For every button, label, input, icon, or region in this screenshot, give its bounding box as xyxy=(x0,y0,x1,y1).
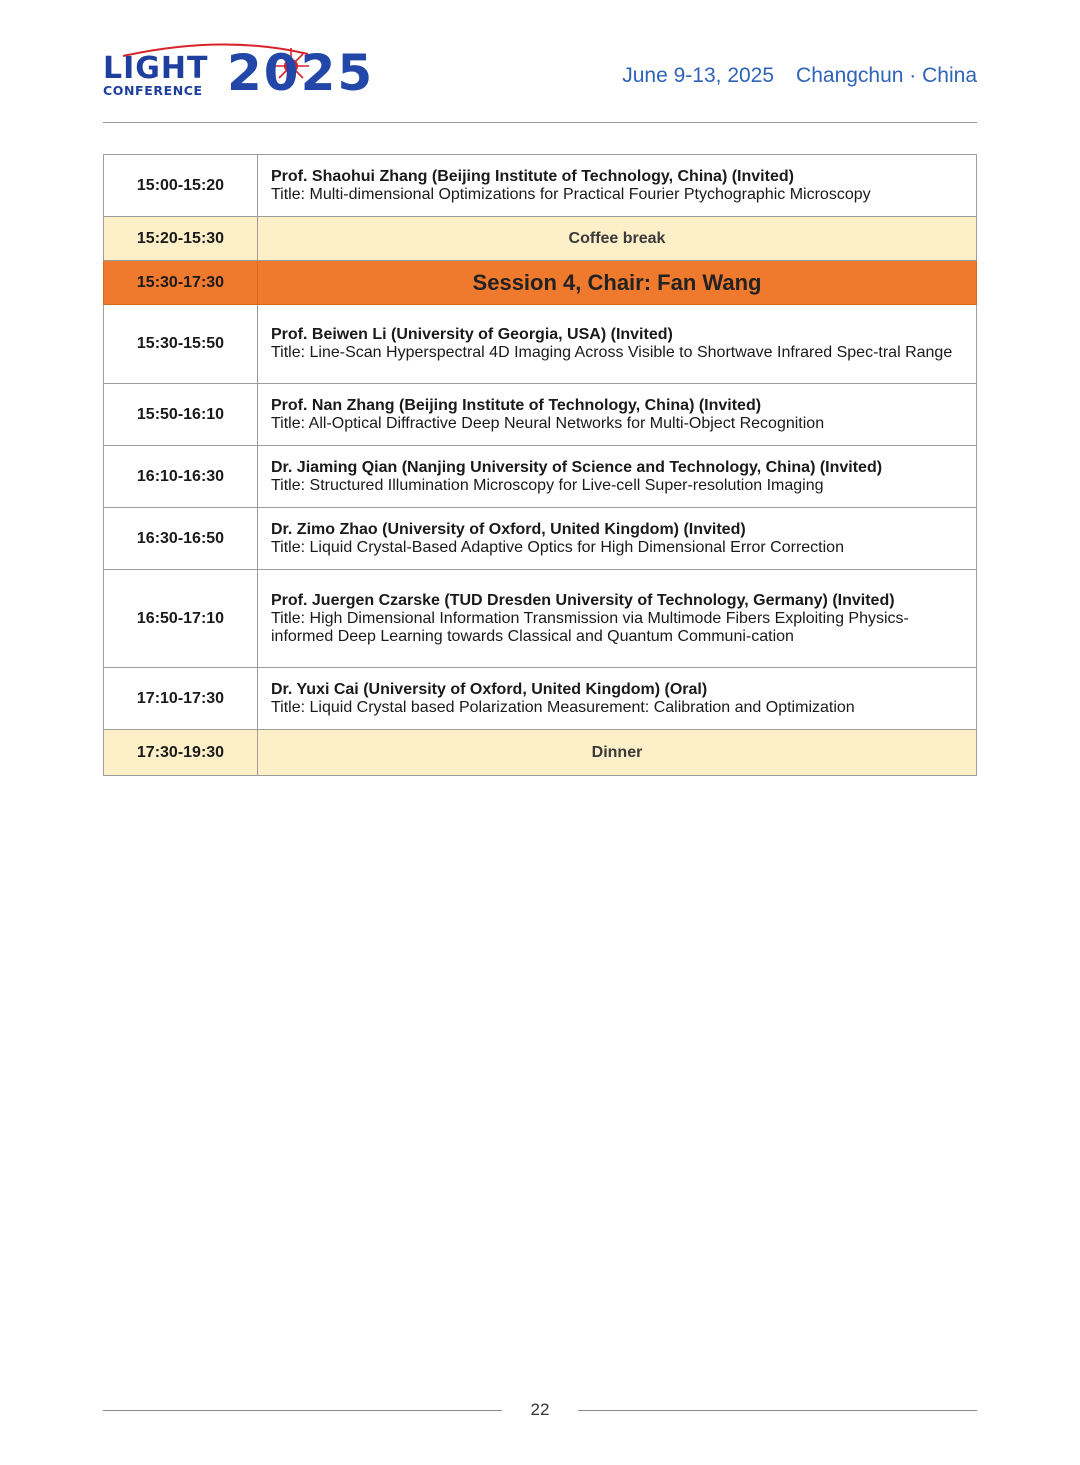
logo-year: 2025 xyxy=(227,44,375,102)
schedule-row xyxy=(104,155,977,217)
page-header xyxy=(103,36,977,106)
speaker: Dr. Zimo Zhao (University of Oxford, United Kingdom) (Invited) xyxy=(271,520,746,538)
talk-title: Title: Line-Scan Hyperspectral 4D Imaging Across Visible to Shortwave Infrared Spec-tral Range xyxy=(271,344,953,361)
speaker: Prof. Juergen Czarske (TUD Dresden University of Technology, Germany) (Invited) xyxy=(271,591,895,609)
footer-divider-right xyxy=(578,1410,977,1411)
talk-title: Title: Multi-dimensional Optimizations for Practical Fourier Ptychographic Microscopy xyxy=(271,185,871,203)
talk-cell xyxy=(258,668,977,730)
time-cell: 16:50-17:10 xyxy=(104,570,258,668)
talk-cell xyxy=(258,446,977,508)
schedule-table xyxy=(103,154,977,776)
session-label: Session 4, Chair: Fan Wang xyxy=(258,261,977,305)
time-cell: 15:30-15:50 xyxy=(104,305,258,384)
talk-title: Title: All-Optical Diffractive Deep Neural Networks for Multi-Object Recognition xyxy=(271,414,825,432)
talk-title: Title: Liquid Crystal-Based Adaptive Optics for High Dimensional Error Correction xyxy=(271,538,844,556)
event-date: June 9-13, 2025 xyxy=(622,64,775,87)
time-cell: 15:00-15:20 xyxy=(104,155,258,217)
schedule-row xyxy=(104,305,977,384)
break-label: Coffee break xyxy=(258,217,977,261)
break-row xyxy=(104,217,977,261)
session-row xyxy=(104,261,977,305)
page-number: 22 xyxy=(530,1400,550,1419)
event-info xyxy=(622,64,977,88)
event-location: Changchun · China xyxy=(796,64,977,87)
header-divider xyxy=(103,122,977,123)
footer-divider-left xyxy=(103,1410,502,1411)
logo-word: LIGHT xyxy=(103,51,209,86)
time-cell: 15:30-17:30 xyxy=(104,261,258,305)
talk-cell xyxy=(258,155,977,217)
logo-subtitle: CONFERENCE xyxy=(103,83,203,98)
time-cell: 15:20-15:30 xyxy=(104,217,258,261)
time-cell: 17:30-19:30 xyxy=(104,730,258,776)
talk-cell xyxy=(258,305,977,384)
talk-cell xyxy=(258,508,977,570)
time-cell: 16:10-16:30 xyxy=(104,446,258,508)
talk-title: Title: Liquid Crystal based Polarization Measurement: Calibration and Optimization xyxy=(271,698,855,716)
speaker: Dr. Jiaming Qian (Nanjing University of Science and Technology, China) (Invited) xyxy=(271,458,883,476)
conference-logo xyxy=(103,40,413,102)
speaker: Prof. Beiwen Li (University of Georgia, USA) (Invited) xyxy=(271,326,673,343)
time-cell: 17:10-17:30 xyxy=(104,668,258,730)
break-row xyxy=(104,730,977,776)
schedule-row xyxy=(104,384,977,446)
talk-cell xyxy=(258,384,977,446)
schedule-row xyxy=(104,570,977,668)
time-cell: 16:30-16:50 xyxy=(104,508,258,570)
talk-title: Title: Structured Illumination Microscopy for Live-cell Super-resolution Imaging xyxy=(271,476,824,494)
time-cell: 15:50-16:10 xyxy=(104,384,258,446)
speaker: Prof. Nan Zhang (Beijing Institute of Technology, China) (Invited) xyxy=(271,396,762,414)
schedule-row xyxy=(104,508,977,570)
talk-title: Title: High Dimensional Information Transmission via Multimode Fibers Exploiting Physics-informed Deep Learning towards Classical and Quantum Communi-cation xyxy=(271,609,909,645)
schedule-row xyxy=(104,668,977,730)
talk-cell xyxy=(258,570,977,668)
speaker: Prof. Shaohui Zhang (Beijing Institute of Technology, China) (Invited) xyxy=(271,167,794,185)
break-label: Dinner xyxy=(258,730,977,776)
speaker: Dr. Yuxi Cai (University of Oxford, United Kingdom) (Oral) xyxy=(271,680,708,698)
schedule-row xyxy=(104,446,977,508)
